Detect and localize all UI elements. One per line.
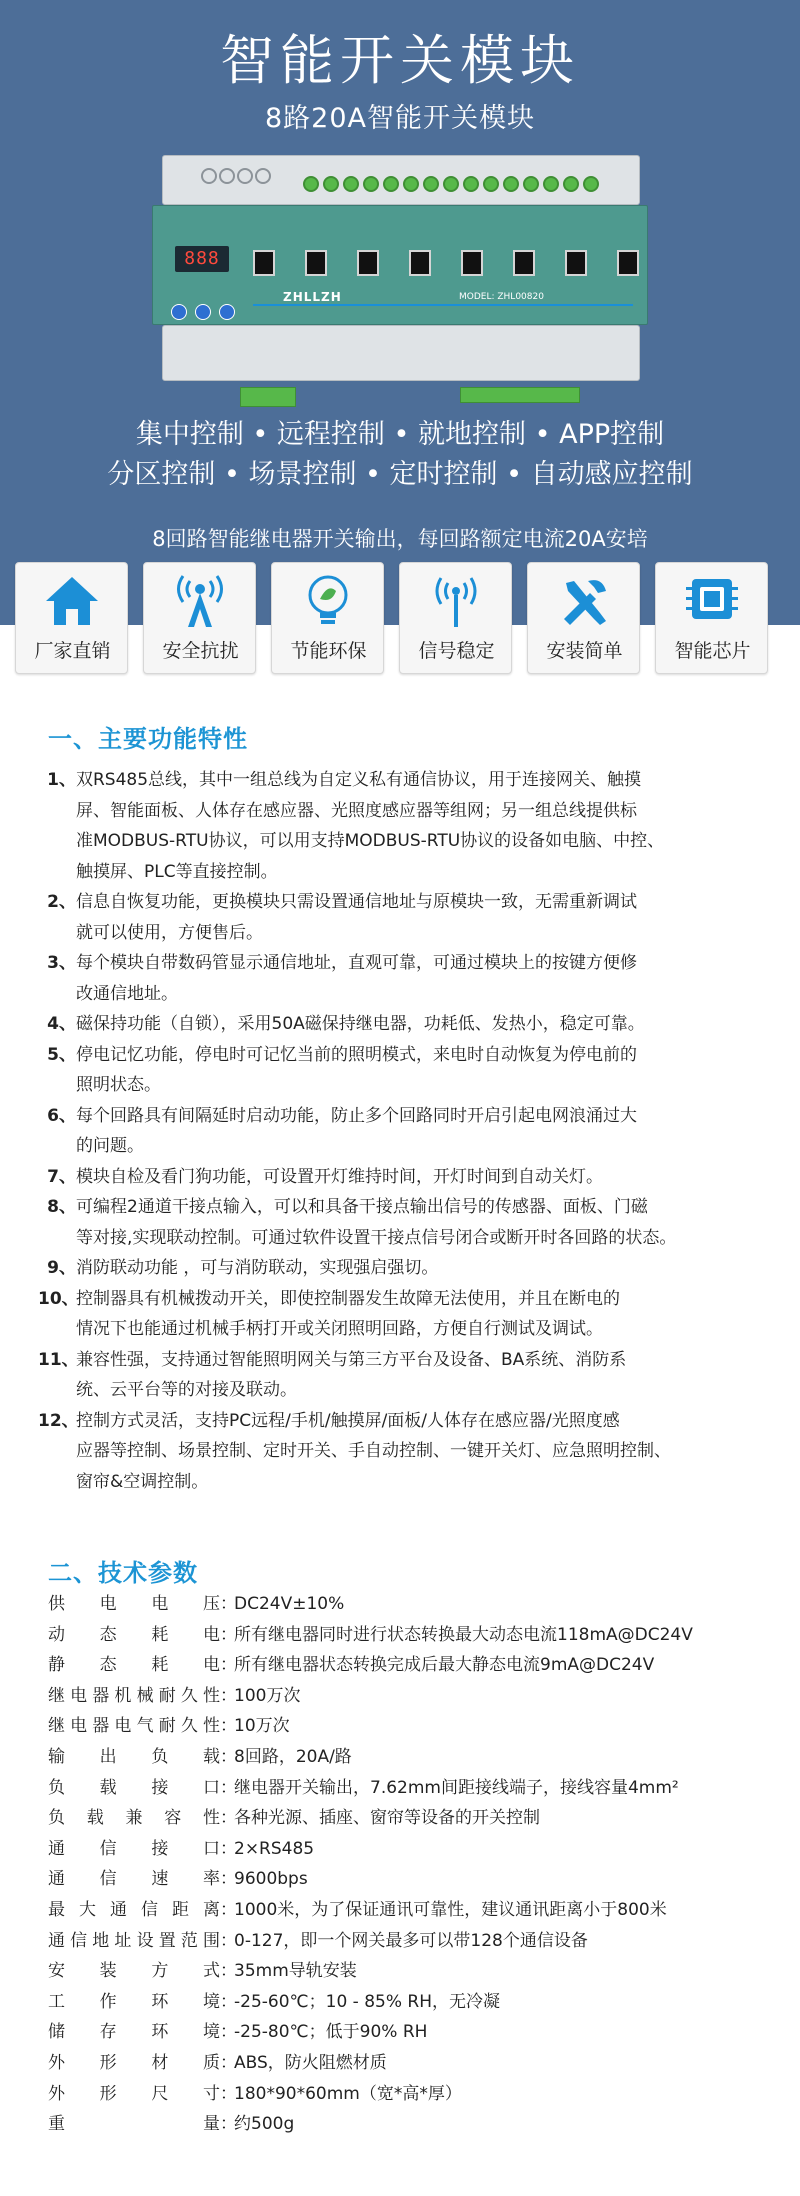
param-row [48,1803,778,1834]
feature-line: 消防联动功能 ，可与消防联动，实现强启强切。 [76,1258,439,1278]
card-label: 厂家直销 [34,640,111,662]
param-label: 静态耗电 [48,1655,220,1676]
param-label: 通信接口 [48,1838,220,1859]
card-safety [143,562,256,674]
feature-text [76,887,778,948]
feature-line: 可编程2通道干接点输入，可以和具备干接点输出信号的传感器、面板、门磁 [76,1197,648,1217]
param-value: ABS，防火阻燃材质 [234,2052,387,2073]
feature-line: 双RS485总线，其中一组总线为自定义私有通信协议，用于连接网关、触摸 [76,770,642,790]
feature-item [38,887,778,948]
param-label: 继电器机械耐久性 [48,1685,220,1706]
param-colon: ： [220,1961,237,1982]
feature-number: 7、 [47,1166,76,1187]
param-row [48,1987,778,2018]
param-label: 负载兼容性 [48,1808,220,1829]
feature-line: 统、云平台等的对接及联动。 [76,1380,297,1400]
eco-bulb-icon [298,573,358,629]
feature-line: 每个模块自带数码管显示通信地址，直观可靠，可通过模块上的按键方便修 [76,953,637,973]
feature-line: 触摸屏、PLC等直接控制。 [76,861,278,882]
param-label: 外形尺寸 [48,2083,220,2104]
feature-number: 11、 [38,1349,79,1370]
param-row [48,2017,778,2048]
feature-text [76,1345,778,1406]
param-value: 所有继电器同时进行状态转换最大动态电流118mA@DC24V [234,1624,693,1645]
params-title: 二、技术参数 [48,1559,198,1587]
param-colon: ： [220,1838,237,1859]
param-value: 1000米，为了保证通讯可靠性，建议通讯距离小于800米 [234,1899,667,1920]
device-switch-row [253,250,639,276]
param-colon: ： [220,2083,237,2104]
param-value: 180*90*60mm（宽*高*厚） [234,2083,462,2104]
device-minus-button-icon [195,304,211,320]
param-value: 0-127，即一个网关最多可以带128个通信设备 [234,1930,588,1951]
param-label: 工作环境 [48,1991,220,2012]
hero-feature-line: 分区控制 • 场景控制 • 定时控制 • 自动感应控制 [107,459,693,490]
feature-number: 6、 [47,1105,76,1126]
param-value: 各种光源、插座、窗帘等设备的开关控制 [234,1808,540,1829]
feature-item [38,1192,778,1253]
param-label: 最大通信距离 [48,1899,220,1920]
hero-feature-line: 集中控制 • 远程控制 • 就地控制 • APP控制 [135,419,665,450]
feature-line: 停电记忆功能，停电时可记忆当前的照明模式，来电时自动恢复为停电前的 [76,1044,637,1065]
param-value: 2×RS485 [234,1838,315,1859]
feature-item [38,948,778,1009]
hero-subtitle: 8路20A智能开关模块 [264,103,535,134]
tools-icon [554,573,614,629]
param-label: 通信地址设置范围 [48,1930,220,1951]
param-value: 8回路，20A/路 [234,1746,352,1767]
feature-line: 屏、智能面板、人体存在感应器、光照度感应器等组网；另一组总线提供标 [76,800,637,821]
device-set-button-icon [219,304,235,320]
device-image [148,155,648,395]
feature-number: 12、 [38,1410,79,1431]
feature-text [76,765,778,887]
hero-banner [0,0,800,625]
card-eco [271,562,384,674]
feature-item [38,1284,778,1345]
feature-text [76,1101,778,1162]
param-colon: ： [220,1777,237,1798]
param-colon: ： [220,1746,237,1767]
chip-icon [682,573,742,629]
feature-item [38,1345,778,1406]
device-vent-holes [201,168,271,184]
feature-line: 改通信地址。 [76,983,178,1004]
device-terminal-left [240,387,296,407]
param-colon: ： [220,1655,237,1676]
feature-text [76,1192,778,1253]
param-row [48,1589,778,1620]
card-signal [399,562,512,674]
param-colon: ： [220,1808,237,1829]
feature-item [38,1162,778,1193]
feature-number: 10、 [38,1288,79,1309]
feature-line: 兼容性强，支持通过智能照明网关与第三方平台及设备、BA系统、消防系 [76,1349,627,1370]
param-value: 继电器开关输出，7.62mm间距接线端子，接线容量4mm² [234,1777,679,1798]
feature-number: 2、 [47,892,76,912]
param-row [48,1834,778,1865]
card-label: 信号稳定 [418,640,495,662]
feature-line: 情况下也能通过机械手柄打开或关闭照明回路，方便自行测试及调试。 [76,1319,603,1339]
param-colon: ： [220,1716,237,1737]
card-label: 节能环保 [290,640,367,662]
device-led-display: 888 [175,246,229,272]
param-value: 所有继电器状态转换完成后最大静态电流9mA@DC24V [234,1655,655,1676]
feature-text [76,1162,778,1193]
param-value: DC24V±10% [234,1594,345,1614]
device-bottom-housing [162,325,640,381]
param-row [48,1926,778,1957]
feature-line: 的问题。 [76,1136,144,1156]
param-row [48,1956,778,1987]
feature-text [76,1040,778,1101]
param-colon: ： [220,1991,237,2012]
param-value: 100万次 [234,1685,301,1706]
param-colon: ： [220,1594,237,1614]
feature-number: 9、 [47,1258,76,1278]
features-title: 一、主要功能特性 [48,725,248,753]
feature-text [76,948,778,1009]
feature-item [38,765,778,887]
param-row [48,1773,778,1804]
param-row [48,1650,778,1681]
card-chip [655,562,768,674]
param-label: 输出负载 [48,1746,220,1767]
antenna-icon [170,573,230,629]
param-colon: ： [220,1685,237,1706]
param-row [48,1711,778,1742]
feature-line: 模块自检及看门狗功能，可设置开灯维持时间，开灯时间到自动关灯。 [76,1166,603,1187]
param-colon: ： [220,2022,237,2043]
param-label: 动态耗电 [48,1624,220,1645]
param-label: 继电器电气耐久性 [48,1716,220,1737]
param-label: 外形材质 [48,2052,220,2073]
hero-title: 智能开关模块 [220,29,580,92]
device-plus-button-icon [171,304,187,320]
param-value: 35mm导轨安装 [234,1961,357,1982]
param-value: -25-80℃；低于90% RH [234,2022,428,2043]
param-row [48,2079,778,2110]
param-label: 储存环境 [48,2022,220,2043]
device-terminal-screws [303,176,599,192]
home-icon [42,573,102,629]
param-colon: ： [220,1869,237,1890]
param-label: 安装方式 [48,1961,220,1982]
feature-number: 1、 [47,770,76,790]
param-label: 重量 [48,2114,220,2135]
features-list [38,765,778,1497]
card-label: 智能芯片 [674,640,751,662]
device-top-housing [162,155,640,205]
feature-item [38,1406,778,1498]
feature-text [76,1284,778,1345]
param-row [48,1620,778,1651]
param-colon: ： [220,1930,237,1951]
feature-cards [15,562,768,674]
feature-item [38,1009,778,1040]
param-colon: ： [220,2052,237,2073]
param-row [48,1681,778,1712]
device-model: MODEL: ZHL00820 [459,292,544,302]
param-row [48,1742,778,1773]
hero-description: 8回路智能继电器开关输出，每回路额定电流20A安培 [152,527,648,551]
feature-number: 3、 [47,953,76,973]
feature-number: 4、 [47,1014,76,1034]
feature-line: 信息自恢复功能，更换模块只需设置通信地址与原模块一致，无需重新调试 [76,892,637,912]
feature-line: 应器等控制、场景控制、定时开关、手自动控制、一键开关灯、应急照明控制、 [76,1441,671,1461]
param-value: 10万次 [234,1716,290,1737]
param-label: 负载接口 [48,1777,220,1798]
param-colon: ： [220,2114,237,2135]
feature-text [76,1009,778,1040]
card-label: 安装简单 [546,640,623,662]
param-label: 供电电压 [48,1594,220,1614]
feature-line: 磁保持功能（自锁），采用50A磁保持继电器，功耗低、发热小，稳定可靠。 [76,1014,645,1034]
param-colon: ： [220,1899,237,1920]
param-row [48,2109,778,2140]
card-install [527,562,640,674]
feature-line: 控制器具有机械拨动开关，即使控制器发生故障无法使用，并且在断电的 [76,1288,620,1309]
feature-line: 每个回路具有间隔延时启动功能，防止多个回路同时开启引起电网浪涌过大 [76,1105,637,1126]
params-list [48,1589,778,2140]
feature-line: 准MODBUS-RTU协议，可以用支持MODBUS-RTU协议的设备如电脑、中控、 [76,831,665,851]
feature-line: 照明状态。 [76,1075,161,1095]
param-row [48,2048,778,2079]
device-terminal-right [460,387,580,403]
feature-item [38,1253,778,1284]
feature-text [76,1406,778,1498]
feature-item [38,1040,778,1101]
card-label: 安全抗扰 [162,640,239,662]
card-factory-direct [15,562,128,674]
feature-line: 控制方式灵活，支持PC远程/手机/触摸屏/面板/人体存在感应器/光照度感 [76,1410,620,1431]
param-value: 约500g [234,2114,295,2135]
signal-tower-icon [426,573,486,629]
feature-line: 等对接,实现联动控制。可通过软件设置干接点信号闭合或断开时各回路的状态。 [76,1227,677,1248]
device-brand: ZHLLZH [283,290,342,304]
param-label: 通信速率 [48,1869,220,1890]
param-value: 9600bps [234,1869,308,1890]
param-row [48,1864,778,1895]
param-colon: ： [220,1624,237,1645]
feature-line: 窗帘&空调控制。 [76,1471,209,1492]
hero-feature-lines [0,415,800,495]
param-value: -25-60℃；10 - 85% RH，无冷凝 [234,1991,500,2012]
feature-item [38,1101,778,1162]
feature-number: 5、 [47,1044,76,1065]
feature-number: 8、 [47,1197,76,1217]
feature-text [76,1253,778,1284]
device-front-panel [152,205,648,325]
param-row [48,1895,778,1926]
feature-line: 就可以使用，方便售后。 [76,922,263,943]
